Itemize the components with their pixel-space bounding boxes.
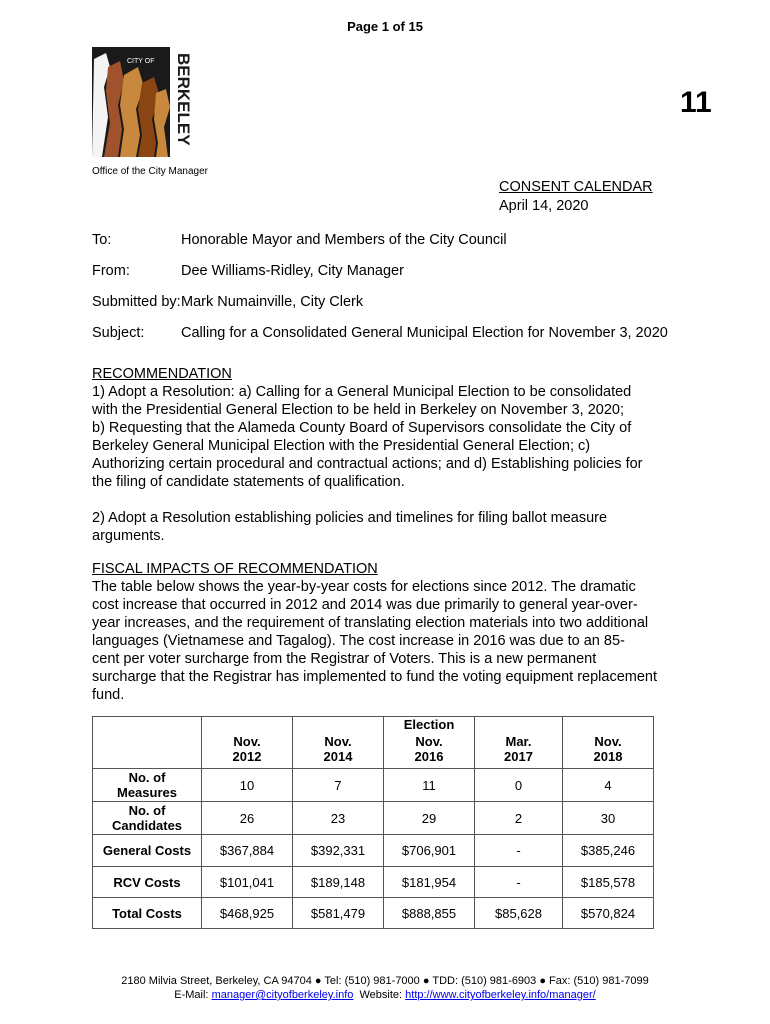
consent-calendar-heading: CONSENT CALENDAR [499, 179, 653, 195]
table-row [93, 867, 654, 898]
email-label: E-Mail: [174, 989, 209, 1001]
table-cell: $570,824 [563, 898, 654, 929]
recommendation-heading: RECOMMENDATION [92, 366, 232, 382]
submitted-by-value: Mark Numainville, City Clerk [181, 294, 364, 310]
email-link[interactable]: manager@cityofberkeley.info [211, 989, 354, 1001]
from-value: Dee Williams-Ridley, City Manager [181, 263, 404, 279]
column-header: Mar. 2017 [475, 717, 563, 769]
table-cell: 0 [475, 769, 563, 802]
table-cell: 30 [563, 802, 654, 835]
table-cell: 11 [384, 769, 475, 802]
table-cell: 10 [202, 769, 293, 802]
table-cell: 29 [384, 802, 475, 835]
fiscal-impacts-paragraph: The table below shows the year-by-year costs for elections since 2012. The dramatic cost increase that occurred in 2012 and 2014 was due primarily to general year-over- year increases, and the requirement of translating election materials into two additional languages (Vietnamese and Tagalog). The cost increase in 2016 was due to an 85- cent per voter surcharge from the Registrar of Voters. This is a new permanent surcharge that the Registrar has implemented to fund the voting equipment replacement fund. [92, 579, 658, 703]
submitted-by-label: Submitted by: [92, 294, 181, 310]
table-row [93, 769, 654, 802]
page-number: Page 1 of 15 [347, 19, 423, 34]
to-value: Honorable Mayor and Members of the City Council [181, 232, 507, 248]
table-header-row [93, 717, 654, 769]
row-header: No. of Candidates [93, 802, 202, 835]
table-row [93, 898, 654, 929]
footer-address: 2180 Milvia Street, Berkeley, CA 94704 ● Tel: (510) 981-7000 ● TDD: (510) 981-6903 ● Fax: (510) 981-7099 [121, 975, 649, 987]
row-header: General Costs [93, 835, 202, 867]
table-cell: $185,578 [563, 867, 654, 898]
city-of-berkeley-logo [92, 47, 198, 157]
to-label: To: [92, 232, 112, 248]
table-cell: $706,901 [384, 835, 475, 867]
table-cell: $888,855 [384, 898, 475, 929]
table-cell: $181,954 [384, 867, 475, 898]
row-header: RCV Costs [93, 867, 202, 898]
election-group-header: Election [403, 717, 455, 732]
table-cell: $581,479 [293, 898, 384, 929]
column-header: Nov. 2012 [202, 717, 293, 769]
table-cell: 7 [293, 769, 384, 802]
table-cell: $468,925 [202, 898, 293, 929]
row-header: No. of Measures [93, 769, 202, 802]
fiscal-impacts-heading: FISCAL IMPACTS OF RECOMMENDATION [92, 561, 378, 577]
table-cell: $189,148 [293, 867, 384, 898]
subject-label: Subject: [92, 325, 145, 341]
website-label: Website: [359, 989, 403, 1001]
footer-contact [0, 989, 770, 1001]
table-cell: 23 [293, 802, 384, 835]
table-cell: $101,041 [202, 867, 293, 898]
table-cell: - [475, 867, 563, 898]
column-header: Nov. 2014 [293, 717, 384, 769]
table-row [93, 835, 654, 867]
table-cell: 4 [563, 769, 654, 802]
table-cell: $367,884 [202, 835, 293, 867]
row-header: Total Costs [93, 898, 202, 929]
table-cell: $85,628 [475, 898, 563, 929]
table-row [93, 802, 654, 835]
logo-city-of-text: CITY OF [127, 58, 155, 65]
recommendation-paragraph-2: 2) Adopt a Resolution establishing policies and timelines for filing ballot measure arguments. [92, 510, 608, 544]
logo-berkeley-text: BERKELEY [174, 53, 193, 146]
subject-value: Calling for a Consolidated General Municipal Election for November 3, 2020 [181, 325, 668, 341]
office-label: Office of the City Manager [92, 166, 208, 177]
agenda-item-number: 11 [680, 86, 712, 119]
election-costs-table [92, 716, 654, 929]
table-cell: 26 [202, 802, 293, 835]
recommendation-paragraph-1: 1) Adopt a Resolution: a) Calling for a General Municipal Election to be consolidated with the Presidential General Election to be held in Berkeley on November 3, 2020; b) Requesting that the Alameda County Board of Supervisors consolidate the City of Berkeley General Municipal Election with the Presidential General Election; c) Authorizing certain procedural and contractual actions; and d) Establishing policies for the filing of candidate statements of qualification. [92, 384, 643, 490]
table-cell: - [475, 835, 563, 867]
website-link[interactable]: http://www.cityofberkeley.info/manager/ [405, 989, 596, 1001]
meeting-date: April 14, 2020 [499, 198, 589, 214]
column-header: Nov. 2018 [563, 717, 654, 769]
table-cell: $385,246 [563, 835, 654, 867]
from-label: From: [92, 263, 130, 279]
table-cell: $392,331 [293, 835, 384, 867]
table-corner-cell [93, 717, 202, 769]
column-header: Election Nov. 2016 [384, 717, 475, 769]
table-cell: 2 [475, 802, 563, 835]
